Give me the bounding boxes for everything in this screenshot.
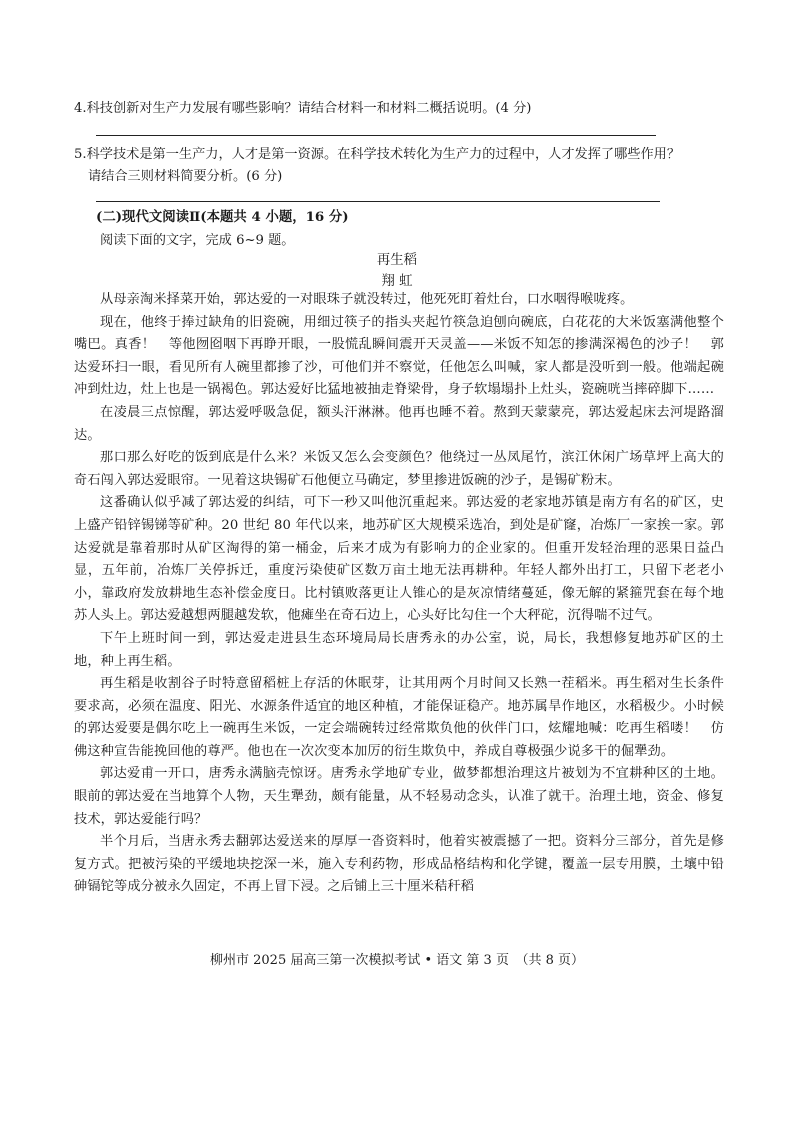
question-5-text-line1: 5.科学技术是第一生产力，人才是第一资源。在科学技术转化为生产力的过程中，人才发挥了哪些作用？ xyxy=(74,147,681,162)
article-paragraph: 现在，他终于捧过缺角的旧瓷碗，用细过筷子的指头夹起竹筷急迫刨向碗底，白花花的大米饭塞满他整个嘴巴。真香！ 等他囫囵咽下再睁开眼，一股慌乱瞬间震开天灵盖——米饭不知怎的掺满深褐色的沙子！ 郭达爱环扫一眼，看见所有人碗里都掺了沙，可他们并不察觉，任他怎么叫喊，家人都是没听到一般。他端起碗冲到灶边，灶上也是一锅褐色。郭达爱好比猛地被抽走脊梁骨，身子软塌塌扑上灶头，瓷碗咣当摔碎脚下…… xyxy=(74,314,724,398)
answer-line-q5 xyxy=(96,201,660,202)
article-author: 翔 虹 xyxy=(381,274,413,289)
question-5 xyxy=(74,144,734,188)
article-paragraph: 在凌晨三点惊醒，郭达爱呼吸急促，额头汗淋淋。他再也睡不着。熬到天蒙蒙亮，郭达爱起床去河堤路溜达。 xyxy=(74,404,724,443)
article-paragraph: 半个月后，当唐永秀去翻郭达爱送来的厚厚一沓资料时，他着实被震撼了一把。资料分三部分，首先是修复方式。把被污染的平缓地块挖深一米，施入专利药物，形成品格结构和化学键，覆盖一层专用膜，土壤中铅砷镉铊等成分被永久固定，不再上冒下浸。之后铺上三十厘米秸秆稻 xyxy=(74,834,724,895)
article-paragraph: 那口那么好吃的饭到底是什么米？米饭又怎么会变颜色？他绕过一丛凤尾竹，滨江休闲广场草坪上高大的奇石闯入郭达爱眼帘。一见着这块锡矿石他便立马确定，梦里掺进饭碗的沙子，是锡矿粉末。 xyxy=(74,450,724,488)
section-instruction: 阅读下面的文字，完成 6~9 题。 xyxy=(100,233,295,248)
article-paragraph: 从母亲淘米择菜开始，郭达爱的一对眼珠子就没转过，他死死盯着灶台，口水咽得喉咙疼。 xyxy=(100,292,634,307)
article-paragraph: 下午上班时间一到，郭达爱走进县生态环境局局长唐秀永的办公室，说，局长，我想修复地苏矿区的土地，种上再生稻。 xyxy=(74,630,724,669)
question-4 xyxy=(74,98,734,120)
article-title: 再生稻 xyxy=(376,253,418,268)
article-body xyxy=(74,289,724,899)
section-title: (二)现代文阅读Ⅱ(本题共 4 小题，16 分) xyxy=(96,209,349,225)
article-paragraph: 郭达爱甫一开口，唐秀永满脑壳惊讶。唐秀永学地矿专业，做梦都想治理这片被划为不宜耕种区的土地。眼前的郭达爱在当地算个人物，天生犟劲，颇有能量，从不轻易动念头，认准了就干。治理土地，资金、修复技术，郭达爱能行吗？ xyxy=(74,766,724,827)
answer-line-q4 xyxy=(96,135,656,136)
article-paragraph: 再生稻是收割谷子时特意留稻桩上存活的休眠芽，让其用两个月时间又长熟一茬稻米。再生稻对生长条件要求高，必须在温度、阳光、水源条件适宜的地区种植，才能保证稳产。地苏属旱作地区，水稻极少。小时候的郭达爱要是偶尔吃上一碗再生米饭，一定会端碗转过经常欺负他的伙伴门口，炫耀地喊：吃再生稻喽！ 仿佛这种宣告能挽回他的尊严。他也在一次次变本加厉的衍生欺负中，养成自尊极强少说多干的倔犟劲。 xyxy=(74,676,724,759)
article-paragraph: 这番确认似乎减了郭达爱的纠结，可下一秒又叫他沉重起来。郭达爱的老家地苏镇是南方有名的矿区，史上盛产铅锌锡锑等矿种。20 世纪 80 年代以来，地苏矿区大规模采选冶，到处是矿窿，冶炼厂一家挨一家。郭达爱就是靠着那时从矿区淘得的第一桶金，后来才成为有影响力的企业家的。但重开发轻治理的恶果日益凸显，五年前，冶炼厂关停拆迁，重度污染使矿区数万亩土地无法再耕种。年轻人都外出打工，只留下老老小小，靠政府发放耕地生态补偿金度日。比村镇败落更让人锥心的是灰凉情绪蔓延，像无解的紧箍咒套在每个地苏人头上。郭达爱越想两腿越发软，他瘫坐在奇石边上，心头好比勾住一个大秤砣，沉得喘不过气。 xyxy=(74,495,724,624)
question-4-text: 4.科技创新对生产力发展有哪些影响？请结合材料一和材料二概括说明。(4 分) xyxy=(74,101,532,116)
question-5-text-line2: 请结合三则材料简要分析。(6 分) xyxy=(88,169,283,184)
page-footer: 柳州市 2025 届高三第一次模拟考试 • 语文 第 3 页 （共 8 页） xyxy=(210,953,584,968)
